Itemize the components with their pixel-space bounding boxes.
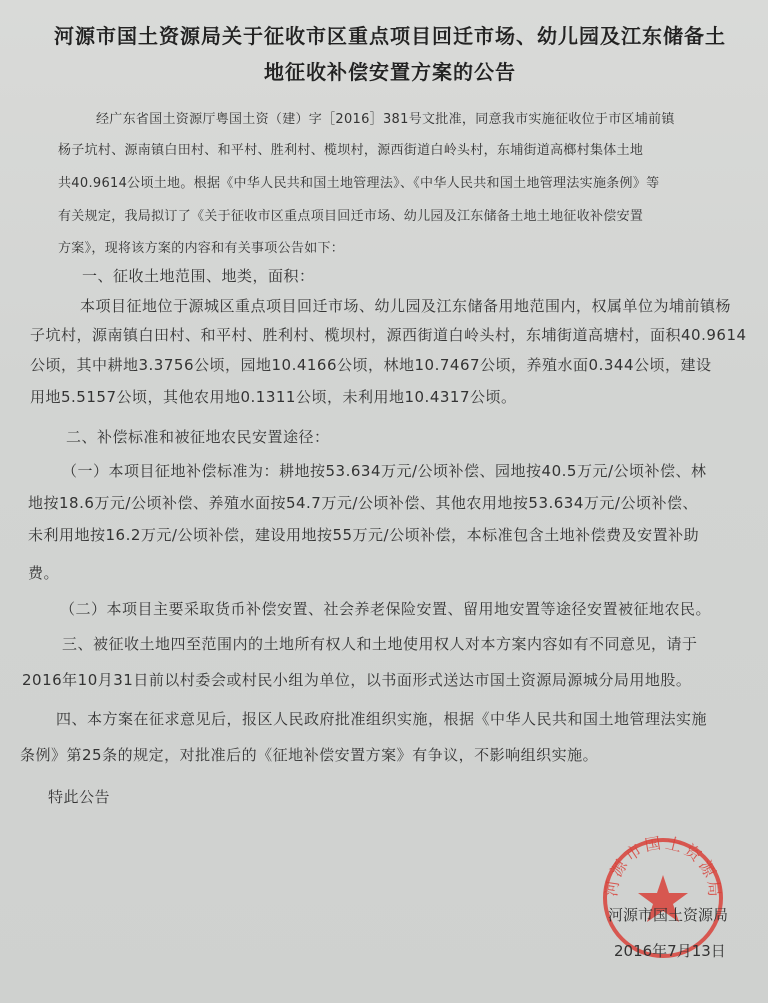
body-line: 用地5.5157公顷，其他农用地0.1311公顷，未利用地10.4317公顷。 xyxy=(30,388,517,406)
body-line: 本项目征地位于源城区重点项目回迁市场、幼儿园及江东储备用地范围内，权属单位为埔前镇杨 xyxy=(80,297,732,315)
body-line: 经广东省国土资源厅粤国土资（建）字［2016］381号文批准，同意我市实施征收位于市区埔前镇 xyxy=(96,112,675,127)
body-line: （一）本项目征地补偿标准为：耕地按53.634万元/公顷补偿、园地按40.5万元/公顷补偿、林 xyxy=(62,462,707,480)
section-heading-2: 二、补偿标准和被征地农民安置途径： xyxy=(66,428,330,446)
closing-text: 特此公告 xyxy=(48,788,111,806)
section-heading-4: 四、本方案在征求意见后，报区人民政府批准组织实施，根据《中华人民共和国土地管理法实施 xyxy=(56,710,708,728)
body-line: 杨子坑村、源南镇白田村、和平村、胜利村、榄坝村，源西街道白岭头村，东埔街道高榔村集体土地 xyxy=(58,143,644,158)
body-line: 条例》第25条的规定，对批准后的《征地补偿安置方案》有争议，不影响组织实施。 xyxy=(20,746,599,764)
body-line: 方案》，现将该方案的内容和有关事项公告如下： xyxy=(58,241,345,256)
document-title-line-2: 地征收补偿安置方案的公告 xyxy=(264,60,516,84)
seal-text: 河源市国土资源局 xyxy=(601,833,725,901)
section-heading-1: 一、征收土地范围、地类，面积： xyxy=(82,267,315,285)
section-heading-3: 三、被征收土地四至范围内的土地所有权人和土地使用权人对本方案内容如有不同意见，请于 xyxy=(62,635,698,653)
body-line: 有关规定，我局拟订了《关于征收市区重点项目回迁市场、幼儿园及江东储备土地土地征收补偿安置 xyxy=(58,209,644,224)
body-line: 2016年10月31日前以村委会或村民小组为单位，以书面形式送达市国土资源局源城分局用地股。 xyxy=(22,671,692,689)
document-title-line-1: 河源市国土资源局关于征收市区重点项目回迁市场、幼儿园及江东储备土 xyxy=(54,24,726,48)
signature-date: 2016年7月13日 xyxy=(614,942,726,960)
body-line: （二）本项目主要采取货币补偿安置、社会养老保险安置、留用地安置等途径安置被征地农民。 xyxy=(60,600,712,618)
body-line: 子坑村，源南镇白田村、和平村、胜利村、榄坝村，源西街道白岭头村，东埔街道高塘村，面积40.9614 xyxy=(30,326,747,344)
body-line: 公顷，其中耕地3.3756公顷，园地10.4166公顷，林地10.7467公顷，养殖水面0.344公顷，建设 xyxy=(30,356,712,374)
body-line: 费。 xyxy=(28,564,60,582)
body-line: 地按18.6万元/公顷补偿、养殖水面按54.7万元/公顷补偿、其他农用地按53.634万元/公顷补偿、 xyxy=(28,494,698,512)
signature-organization: 河源市国土资源局 xyxy=(608,906,729,924)
body-line: 共40.9614公顷土地。根据《中华人民共和国土地管理法》、《中华人民共和国土地管理法实施条例》等 xyxy=(58,176,660,191)
body-line: 未利用地按16.2万元/公顷补偿，建设用地按55万元/公顷补偿，本标准包含土地补偿费及安置补助 xyxy=(28,526,700,544)
